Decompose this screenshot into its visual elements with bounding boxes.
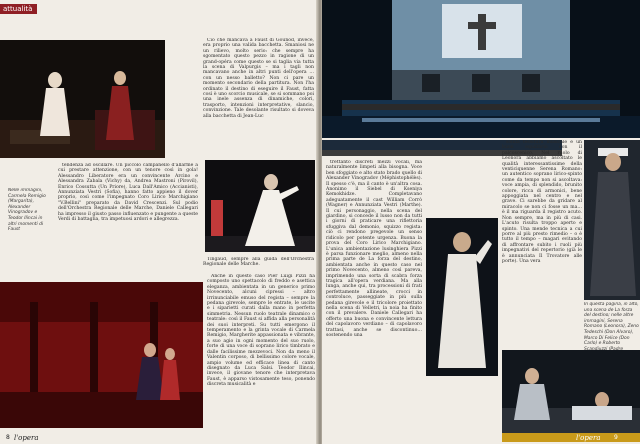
article-paragraph: Tingaud, sempre alla guida dell'Orchestra Regionale delle Marche. [203,257,314,268]
page-number-right: 9 [614,434,618,441]
photo-leonora-don-alvaro [502,350,640,434]
photo-forza-destino-stage-art [322,0,640,138]
photo-caption-right: In questa pagina, in alto, una scena de La forza del destino; nelle altre immagini, Serena Romano (Leonora), Zeno Tedeschi (Don Alvaro), Marco Di Felice (Don Carlo) e Roberto [584,302,639,347]
article-column-4 [502,140,582,348]
photo-red-scene [0,282,203,428]
photo-don-carlo-art [584,140,640,300]
article-column-2-top [203,38,314,156]
brand-left: l'opera [14,434,39,442]
article-paragraph: tendenza ad oscillare. Un piccolo campanello d'allarme a cui prestare attenzione, con un tenore così in gola! Alessandro Liberatore era un convincente Arcino e Alessandra Zabala (Vichy) da, Andrea Mastroni (Pirovil), Enrico Cossutta (Un Priore), Luca Dall'Amico (Accianisti), Annunziata Vestri (Sofia), hanno fatto appieno il dover proprio, così come l'impegnato Coro Lirico Marchigiano "V.Bellini" preparato da David Crescenzi. Sul podio dell'Orchestra Regionale delle Marche, Daniele Callegari ha impresso il giusto passo influenzato e pungente a queste Verdi di battaglia, tra impetuosi ardori e allegrezza. [58,163,198,223]
article-column-1 [58,163,198,281]
photo-leonora-art [502,350,640,434]
article-paragraph: trettanto discreti mezzi vocali, ma naturalmente limpeti alla bisogna. Voce ben sfoggiato e alto stato brado quello di Alexander Vinogradov (Méphistophélès). Il spesso c'è, ma il canto è un'altra cosa. Anonimo il Siebel di Kseniya Kemokhidze. Completavano adeguatamente il cast William Corrò (Wagner) e Annunziata Vestri (Marthe). Il cui personaggio, nella scena del giardino, si concede il lusso non da tutti i giorni di praticare una riflettoria sfuggiva dal demonio, squizzo regista: ciò ci rendono pregevole un senso ridicolo per potente urgenza. Buona la prova del Coro Lirico Marchigiano. L'unica ambientazione lusinghiera Pizzi è parsa funzionare meglio, almeno nella prima parte de La forza del destino, ambientata anche in questo caso nel primo Novecento, almeno così pareva, imprimendo una sorta di scabra forza tragica all'opera verdiana. Ma alla lunga, anche qui, tra processioni di frati perfettamente allineate, crocci in controluce, passeggiate in più sulla pedana girevole e il tricolore proiettato nella scena di Velletri, la noia ha finito con il prevalere. Daniele Callegari ha offerto una buona e convincente lettura del capolavoro verdiano – di capolavoro trattasi, anche se discontinuo… sostenendo una [326,160,422,338]
photo-padre-guardiano [426,218,498,376]
footer-bar-right [502,433,640,442]
photo-margarita [205,160,315,252]
article-column-3 [326,160,422,430]
brand-right: l'opera [576,434,601,442]
photo-red-scene-art [0,282,203,428]
right-page [322,0,640,444]
left-page [0,0,318,444]
article-paragraph: Ciò che mancava a Faust di Gounod, invece, era proprio una valida bacchetta. Smaniosi ne un rilievo, molto serio: che sempre ha sgomentato questo pezzo in ragione di un grand-opéra come questo se si taglia via tutta la scena di Valpurgis – ma i tagli non mancavano anche in altri punti dell'opera … con un nesso balletto? Non ci pare un momento secondario della partitura. Non l'ha ordinato il destino di eseguire il Faust, fatta così è uno scorcio musicale, se si sommano poi una inele assenza di dinamiche, colori, trasporto, intenzioni interpretative, slancio, convinzione. Tale desolante risultato si doveva alla bacchetta di Jean-Luc [203,38,314,119]
page-number-left: 8 [6,434,10,441]
photo-don-carlo [584,140,640,300]
photo-faust-duet-art [0,40,165,158]
article-column-2-mid [203,257,314,271]
photo-margarita-art [205,160,315,252]
article-column-2-bottom [207,274,315,430]
article-paragraph: solida tessitura musicale e un buon equilibrio con il palcoscenico. Nel ruolo di Leonora abbiamo ascoltato le qualità interessantissime della venticiquenne Serena Romano: un autentico soprano lirico-spinto come da tempo non si ascoltava: voce ampia, di splendido, brunito colore, ricca di armonici, bene appoggiata nel centro e nel grave. Ci sarebbe da gridare al miracolo se non ci fosse un ma… è il ma riguarda il registro acuto. Non sempre, ma in più di casi. L'acuto risulta troppo aperto e spinto. Una mende tecnica a cui porre al più presto rimedio – o è tutto il tempo – magari evitando di affrontare subito i ruoli più impegnativi del repertorio (già le è annunciata Il Trovatore alle porte). Una vera [502,140,582,264]
photo-padre-guardiano-art [426,218,498,376]
photo-faust-duet [0,40,165,158]
article-paragraph: Anche in questo caso Pier Luigi Pizzi ha composto uno spettacolo di freddo e asettica eleganza, ambientata in un generico primo Novecento, alcuni cipressi – altro irrinunciabile emuso del regista – sempre la pedana girevole, sempre le entrate, le uscite e i siparietti curati dalla mano in perfetta simmetria. Nessun ruolo teatrale dinamico o teatrale: così il Faust si affida alla personalità dei suoi interpreti. Su tutti emergono il temperamento e la grinta vocale di Carmela Remigio, Margherite appassionata e vibrante, a suo agio in ogni momento del suo ruolo, forte di una voce di soprano lirico timbrato e dalle facilissime mezzevoci. Non da meno il Valentin corposo, di bellissimo colore vocale, ampio volume ed efficace linea di canto disegnato da Luca Salsi. Teodor Ilincai, invece, il giovane tenore che interpretava Faust, è apparso vistosamente teso, ponendo discreta musicalità e [207,274,315,388]
photo-caption-left: Nelle immagini, Carmela Remigio (Margarita), Alexander Vinogradov e Teodor Ilincai in altri momenti di Faust [8,188,46,233]
section-tag: attualità [0,4,37,14]
photo-forza-destino-stage [322,0,640,138]
